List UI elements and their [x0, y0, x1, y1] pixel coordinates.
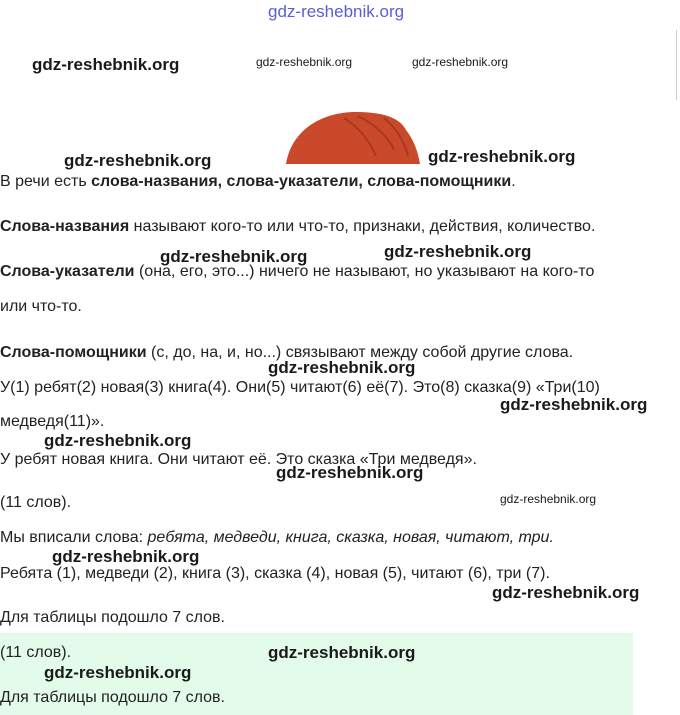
watermark-small: gdz-reshebnik.org: [412, 55, 509, 69]
watermark: gdz-reshebnik.org: [44, 431, 192, 450]
written-words-label: Мы вписали слова:: [0, 529, 148, 546]
term-pointers: Слова-указатели: [0, 263, 135, 280]
watermark: gdz-reshebnik.org: [32, 55, 180, 74]
illustration-hair: [284, 110, 424, 164]
watermark: gdz-reshebnik.org: [276, 463, 424, 482]
definition-pointers: [0, 262, 594, 282]
page-edge-divider: [676, 30, 680, 100]
term-names: Слова-названия: [0, 218, 130, 235]
watermark: gdz-reshebnik.org: [384, 242, 532, 261]
definition-helpers: [0, 343, 573, 363]
watermark: gdz-reshebnik.org: [268, 358, 416, 377]
intro-text: В речи есть: [0, 173, 92, 190]
definition-names: [0, 217, 595, 237]
written-words: [0, 528, 554, 548]
watermark: gdz-reshebnik.org: [428, 147, 576, 166]
watermark: gdz-reshebnik.org: [64, 151, 212, 170]
intro-paragraph: [0, 172, 516, 192]
plain-sentence: У ребят новая книга. Они читают её. Это сказка «Три медведя».: [0, 451, 477, 468]
watermark-small: gdz-reshebnik.org: [500, 492, 597, 506]
definition-helpers-text: (с, до, на, и, но...) связывают между собой другие слова.: [146, 344, 574, 361]
table-note-1: Для таблицы подошло 7 слов.: [0, 609, 225, 626]
watermark: gdz-reshebnik.org: [44, 663, 192, 682]
watermark-small: gdz-reshebnik.org: [256, 55, 353, 69]
watermark: gdz-reshebnik.org: [268, 643, 416, 662]
intro-terms: слова-названия, слова-указатели, слова-помощники: [91, 173, 512, 190]
word-count-1: (11 слов).: [0, 494, 72, 511]
watermark: gdz-reshebnik.org: [160, 247, 308, 266]
numbered-sentence-line1: У(1) ребят(2) новая(3) книга(4). Они(5) читают(6) её(7). Это(8) сказка(9) «Три(10): [0, 379, 600, 396]
watermark: gdz-reshebnik.org: [52, 547, 200, 566]
ordered-words: Ребята (1), медведи (2), книга (3), сказка (4), новая (5), читают (6), три (7).: [0, 565, 550, 582]
watermark: gdz-reshebnik.org: [492, 583, 640, 602]
definition-pointers-text: (она, его, это...) ничего не называют, но указывают на кого-то: [134, 263, 595, 280]
numbered-sentence-line2: медведя(11)».: [0, 413, 105, 430]
definition-names-text: называют кого-то или что-то, признаки, действия, количество.: [129, 218, 596, 235]
word-count-2: (11 слов).: [0, 644, 72, 661]
table-note-2: Для таблицы подошло 7 слов.: [0, 689, 225, 706]
definition-pointers-cont: или что-то.: [0, 298, 82, 315]
term-helpers: Слова-помощники: [0, 344, 147, 361]
written-words-list: ребята, медведи, книга, сказка, новая, читают, три.: [147, 529, 554, 546]
intro-end: .: [511, 173, 516, 190]
watermark: gdz-reshebnik.org: [500, 395, 648, 414]
watermark-top: gdz-reshebnik.org: [268, 2, 405, 21]
